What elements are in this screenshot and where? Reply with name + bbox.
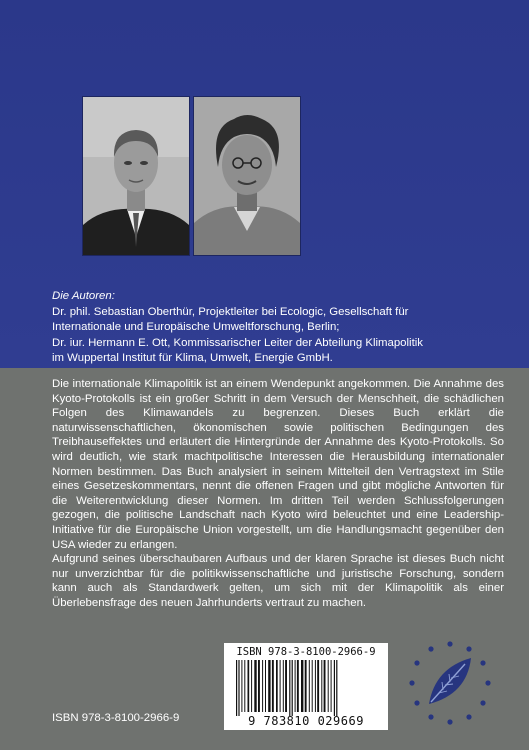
publisher-leaf-logo <box>405 638 495 728</box>
author-line-3: Dr. iur. Hermann E. Ott, Kommissarischer Leiter der Abteilung Klimapolitik <box>52 336 423 349</box>
barcode-isbn-label: ISBN 978-3-8100-2966-9 <box>236 646 376 658</box>
description-paragraph-2: Aufgrund seines überschaubaren Aufbaus und der klaren Sprache ist dieses Buch nicht nur unverzichtbar für die politikwissenschaftliche und juristische Forschung, sondern kann auch als Standardwerk gelten, um sich mit der Klimapolitik als einer Überlebensfrage des neuen Jahrhunderts vertraut zu machen. <box>52 553 504 609</box>
author-photo-ott <box>193 96 301 256</box>
barcode <box>224 643 388 730</box>
author-line-4: im Wuppertal Institut für Klima, Umwelt, Energie GmbH. <box>52 352 333 364</box>
barcode-digits: 9 783810 029669 <box>248 714 364 728</box>
author-line-2: Internationale und Europäische Umweltforschung, Berlin; <box>52 321 340 333</box>
book-description <box>52 377 504 611</box>
authors-heading: Die Autoren: <box>52 290 115 302</box>
description-paragraph-1: Die internationale Klimapolitik ist an einem Wendepunkt angekommen. Die Annahme des Kyoto-Protokolls ist ein großer Schritt in dem Versuch der Menschheit, die schädlichen Folgen des Klimawandels zu begrenzen. Dieses Buch erklärt die naturwissenschaftlichen, ökonomischen sowie politischen Bedingungen des Treibhauseffektes und erläutert die Hintergründe der Annahme des Kyoto-Protokolls. So wird deutlich, wie stark machtpolitische Interessen die Herausbildung internationaler Normen bestimmen. Das Buch analysiert in seinem Mittelteil den Vertragstext im Stile eines Gesetzeskommentars, nennt die offenen Fragen und gibt mögliche Antworten für die Weiterentwicklung dieser Normen. Im dritten Teil werden Schlussfolgerungen gezogen, die politische Landschaft nach Kyoto wird beleuchtet und eine Leadership-Initiative für die Europäische Union vorgestellt, um die Handlungsmacht gegenüber den USA wieder zu erlangen. <box>52 378 504 551</box>
authors-section <box>52 289 512 367</box>
author-photo-oberthuer <box>82 96 190 256</box>
isbn-footer: ISBN 978-3-8100-2966-9 <box>52 712 180 724</box>
barcode-bars <box>234 660 378 716</box>
author-line-1: Dr. phil. Sebastian Oberthür, Projektleiter bei Ecologic, Gesellschaft für <box>52 305 409 318</box>
